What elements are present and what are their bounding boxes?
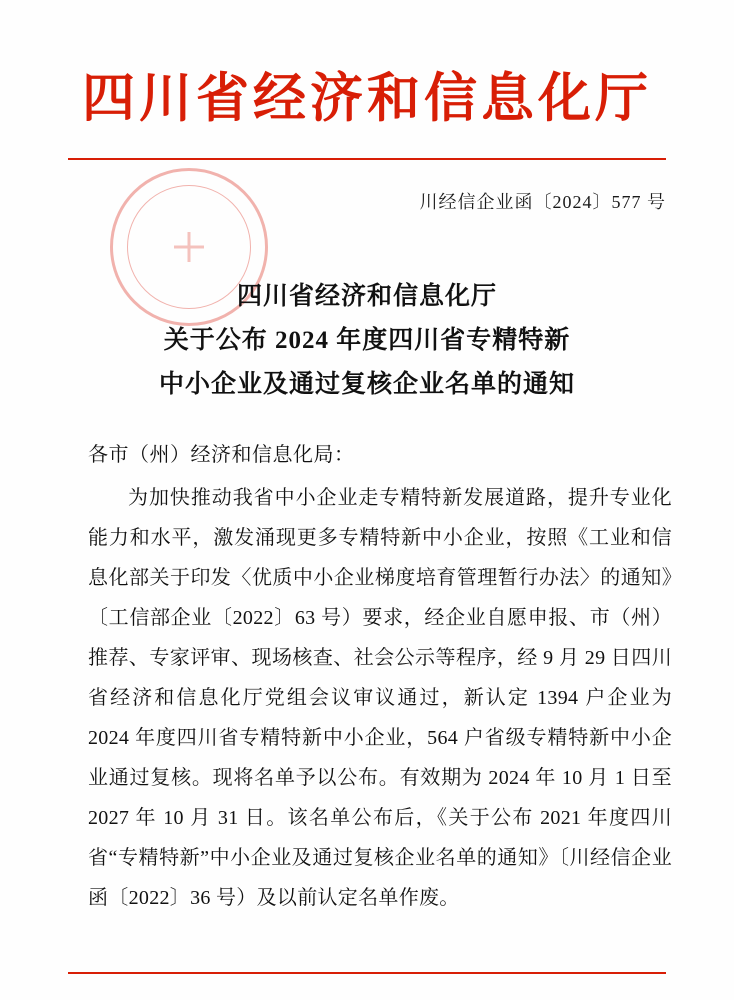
letterhead-title: 四川省经济和信息化厅	[82, 70, 652, 128]
footer-divider-rule	[68, 972, 666, 974]
document-number: 川经信企业函〔2024〕577 号	[419, 192, 666, 212]
title-line-3: 中小企业及通过复核企业名单的通知	[158, 370, 575, 398]
document-body	[88, 436, 672, 918]
salutation: 各市（州）经济和信息化局：	[88, 444, 355, 466]
page-title	[88, 275, 646, 406]
header-divider-rule	[68, 158, 666, 160]
body-paragraph: 为加快推动我省中小企业走专精特新发展道路，提升专业化能力和水平，激发涌现更多专精特新中小企业，按照《工业和信息化部关于印发〈优质中小企业梯度培育管理暂行办法〉的通知》〔工信部企业〔2022〕63 号）要求，经企业自愿申报、市（州）推荐、专家评审、现场核查、社会公示等程序，经 9 月 29 日四川省经济和信息化厅党组会议审议通过，新认定 1394 户企业为 2024 年度四川省专精特新中小企业，564 户省级专精特新中小企业通过复核。现将名单予以公布。有效期为 2024 年 10 月 1 日至 2027 年 10 月 31 日。该名单公布后，《关于公布 2021 年度四川省“专精特新”中小企业及通过复核企业名单的通知》〔川经信企业函〔2022〕36 号）及以前认定名单作废。	[88, 487, 672, 909]
title-line-1: 四川省经济和信息化厅	[236, 283, 497, 310]
title-line-2: 关于公布 2024 年度四川省专精特新	[163, 326, 571, 354]
